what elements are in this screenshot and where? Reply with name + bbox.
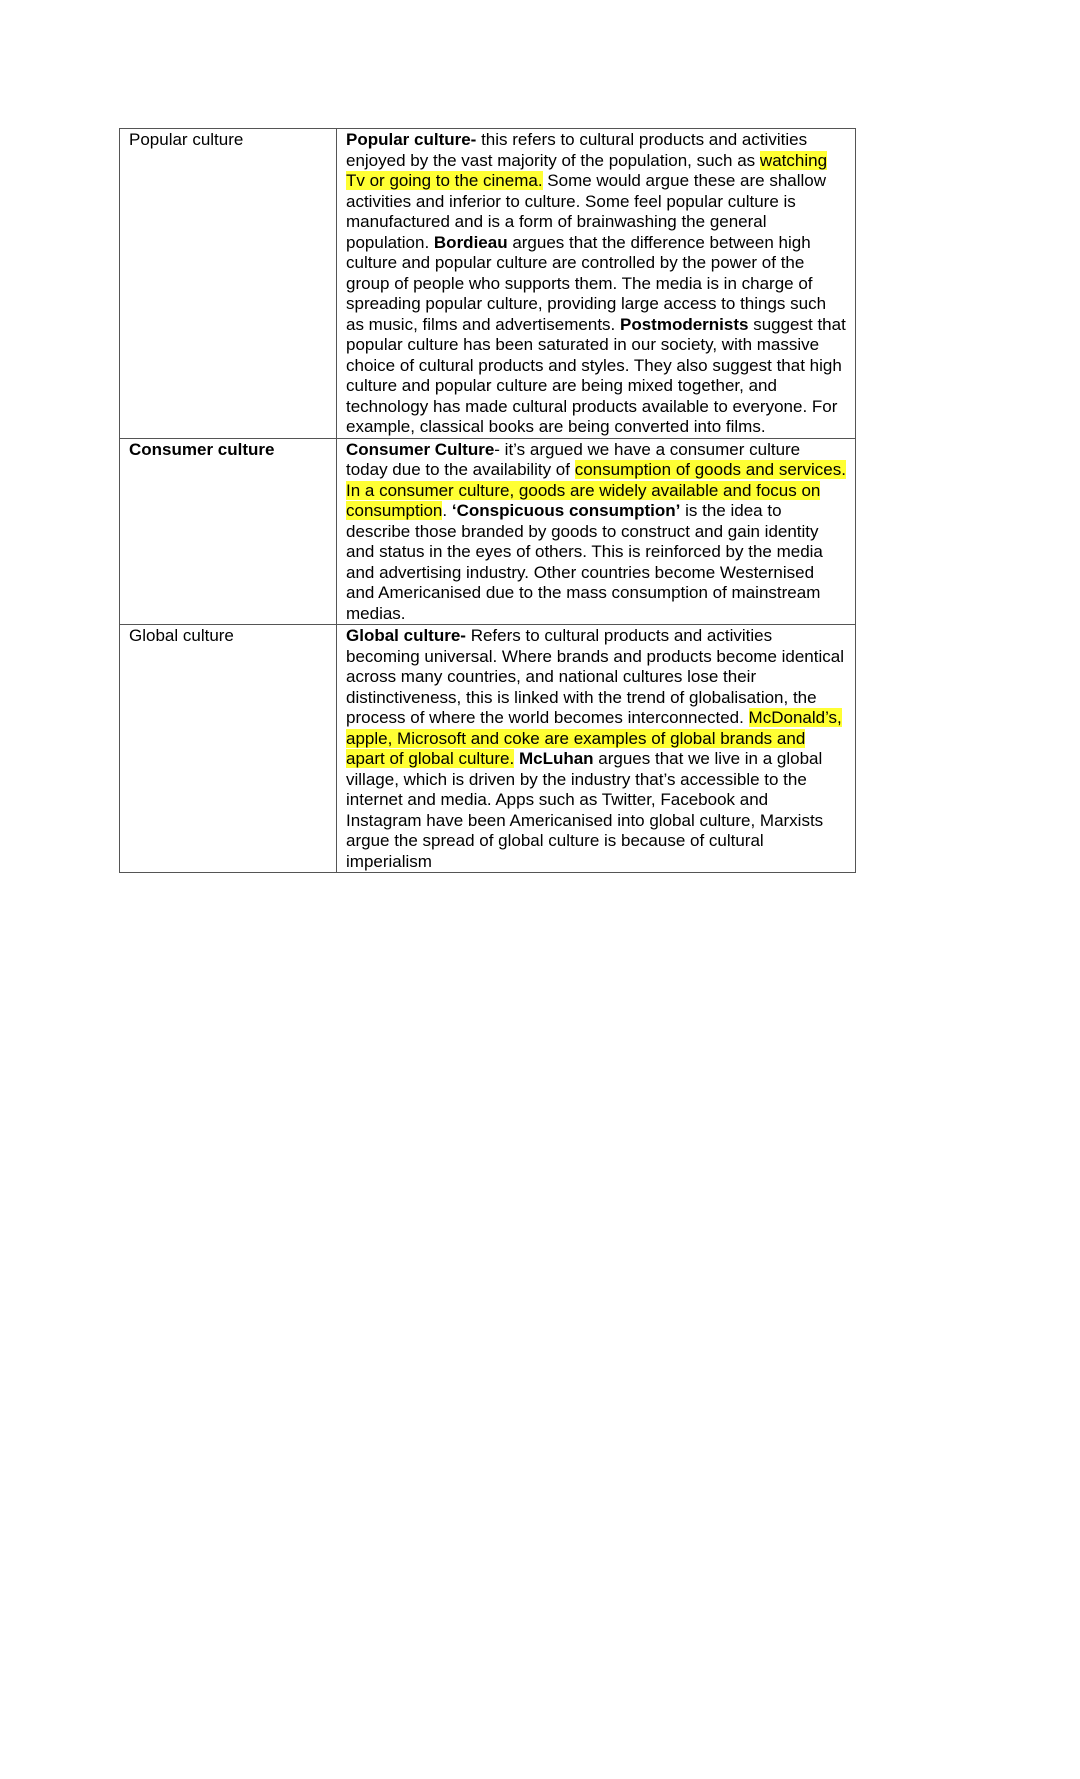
body-text: Refers to cultural products and activities becoming universal. Where brands and products become identical across many countries, and national cultures lose their distinctiveness, this is linked with the trend of globalisation, the process of where the world becomes interconnected. <box>346 626 844 727</box>
bold-text: ‘Conspicuous consumption’ <box>451 501 681 520</box>
culture-notes-table <box>119 128 856 873</box>
body-text: argues that we live in a global village, which is driven by the industry that’s accessible to the internet and media. Apps such as Twitter, Facebook and Instagram have been Americanised into global culture, Marxists argue the spread of global culture is because of cultural imperialism <box>346 749 824 871</box>
bold-text: McLuhan <box>518 749 594 768</box>
description-cell-popular-culture <box>337 129 856 439</box>
body-text: is the idea to describe those branded by goods to construct and gain identity and status in the eyes of others. This is reinforced by the media and advertising industry. Other countries become Westernised and Americanised due to the mass consumption of mainstream medias. <box>346 501 823 623</box>
body-text: - it’s argued we have a consumer culture today due to the availability of <box>346 439 801 479</box>
bold-text: Popular culture- <box>346 130 477 149</box>
bold-text: Global culture- <box>346 626 466 645</box>
term-cell-global-culture: Global culture <box>120 625 337 873</box>
bold-text: Bordieau <box>433 232 508 252</box>
description-cell-global-culture <box>337 625 856 873</box>
table-row <box>120 438 856 625</box>
term-cell-consumer-culture: Consumer culture <box>120 438 337 625</box>
body-text: suggest that popular culture has been saturated in our society, with massive choice of cultural products and styles. They also suggest that high culture and popular culture are being mixed together, and technology has made cultural products available to everyone. For example, classical books are being converted into films. <box>346 314 846 436</box>
body-text: argues that the difference between high culture and popular culture are controlled by the power of the group of people who supports them. The media is in charge of spreading popular culture, providing large access to things such as music, films and advertisements. <box>346 232 827 334</box>
table-row <box>120 625 856 873</box>
body-text: Some would argue these are shallow activities and inferior to culture. Some feel popular culture is manufactured and is a form of brainwashing the general population. <box>346 171 827 252</box>
table-row <box>120 129 856 439</box>
description-cell-consumer-culture <box>337 438 856 625</box>
highlighted-text: consumption of goods and services. In a consumer culture, goods are widely available and focus on consumption <box>346 460 846 520</box>
body-text: this refers to cultural products and activities enjoyed by the vast majority of the population, such as <box>346 130 808 170</box>
term-cell-popular-culture: Popular culture <box>120 129 337 439</box>
bold-text: Postmodernists <box>619 314 749 334</box>
bold-text: Consumer Culture <box>346 439 495 459</box>
highlighted-text: watching Tv or going to the cinema. <box>346 150 828 190</box>
highlighted-text: McDonald’s, apple, Microsoft and coke are examples of global brands and apart of global culture. <box>346 708 842 768</box>
body-text: . <box>442 501 452 520</box>
